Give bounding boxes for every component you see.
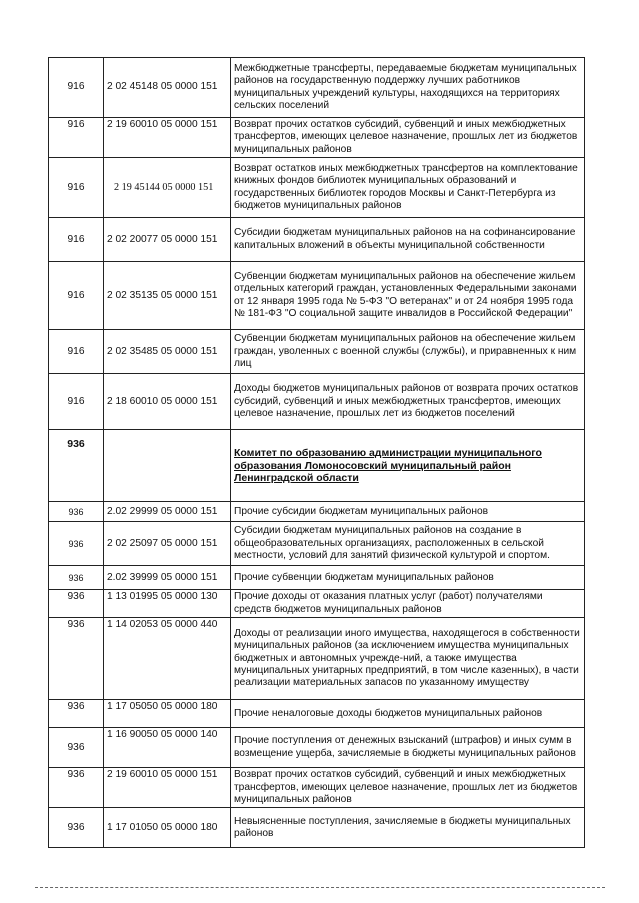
admin-code: 916 [49,118,104,158]
description: Доходы бюджетов муниципальных районов от возврата прочих остатков субсидий, субвенций и иных межбюджетных трансфертов, имеющих целевое назначение, прошлых лет из бюджетов поселений [231,374,585,430]
empty-cell [104,430,231,502]
table-row [49,590,585,618]
table-row [49,330,585,374]
admin-code: 936 [49,808,104,848]
admin-code: 936 [49,590,104,618]
table-row [49,374,585,430]
description: Субвенции бюджетам муниципальных районов на обеспечение жильем граждан, уволенных с военной службы (службы), и приравненных к ним лиц [231,330,585,374]
admin-code: 916 [49,374,104,430]
admin-code: 936 [49,700,104,728]
admin-code: 916 [49,262,104,330]
description: Возврат прочих остатков субсидий, субвенций и иных межбюджетных трансфертов, имеющих целевое назначение, прошлых лет из бюджетов муниципальных районов [231,768,585,808]
admin-code: 916 [49,330,104,374]
description: Прочие доходы от оказания платных услуг (работ) получателями средств бюджетов муниципальных районов [231,590,585,618]
table-row [49,522,585,566]
admin-code: 936 [49,522,104,566]
table-row [49,728,585,768]
table-row [49,502,585,522]
description: Субсидии бюджетам муниципальных районов на на софинансирование капитальных вложений в объекты муниципальной собственности [231,218,585,262]
budget-code: 2 19 60010 05 0000 151 [104,768,231,808]
section-heading-row [49,430,585,502]
description: Субсидии бюджетам муниципальных районов на создание в общеобразовательных организациях, расположенных в сельской местности, условий для занятий физической культурой и спортом. [231,522,585,566]
admin-code: 916 [49,58,104,118]
description: Невыясненные поступления, зачисляемые в бюджеты муниципальных районов [231,808,585,848]
revenue-codes-table [48,57,585,848]
budget-code: 2.02 39999 05 0000 151 [104,566,231,590]
description: Прочие неналоговые доходы бюджетов муниципальных районов [231,700,585,728]
admin-code: 916 [49,158,104,218]
budget-code: 1 17 01050 05 0000 180 [104,808,231,848]
budget-code: 1 17 05050 05 0000 180 [104,700,231,728]
admin-code: 936 [49,430,104,502]
description: Межбюджетные трансферты, передаваемые бюджетам муниципальных районов на государственную поддержку лучших работников муниципальных учреждений культуры, находящихся на территориях сельских поселений [231,58,585,118]
budget-code: 2 18 60010 05 0000 151 [104,374,231,430]
budget-code: 1 16 90050 05 0000 140 [104,728,231,768]
budget-code: 2 02 20077 05 0000 151 [104,218,231,262]
budget-code: 2 02 35135 05 0000 151 [104,262,231,330]
table-row [49,158,585,218]
table-row [49,808,585,848]
table-row [49,218,585,262]
description: Прочие субвенции бюджетам муниципальных районов [231,566,585,590]
table-row [49,700,585,728]
table-row [49,58,585,118]
description: Возврат остатков иных межбюджетных трансфертов на комплектование книжных фондов библиотек муниципальных образований и государственных библиотек городов Москвы и Санкт-Петербурга из бюджетов муниципальных районов [231,158,585,218]
budget-code: 1 13 01995 05 0000 130 [104,590,231,618]
section-title: Комитет по образованию администрации муниципального образования Ломоносовский муниципальный район Ленинградской области [231,430,585,502]
description: Прочие поступления от денежных взысканий (штрафов) и иных сумм в возмещение ущерба, зачисляемые в бюджеты муниципальных районов [231,728,585,768]
description: Возврат прочих остатков субсидий, субвенций и иных межбюджетных трансфертов, имеющих целевое назначение, прошлых лет из бюджетов муниципальных районов [231,118,585,158]
budget-code: 2.02 29999 05 0000 151 [104,502,231,522]
description: Прочие субсидии бюджетам муниципальных районов [231,502,585,522]
admin-code: 936 [49,728,104,768]
description: Субвенции бюджетам муниципальных районов на обеспечение жильем отдельных категорий граждан, установленных Федеральными законами от 12 января 1995 года № 5-ФЗ "О ветеранах" и от 24 ноября 1995 года № 181-ФЗ "О социальной защите инвалидов в Российской Федерации" [231,262,585,330]
budget-code: 2 19 60010 05 0000 151 [104,118,231,158]
budget-code: 2 02 25097 05 0000 151 [104,522,231,566]
admin-code: 936 [49,502,104,522]
budget-code: 2 02 45148 05 0000 151 [104,58,231,118]
table-row [49,618,585,700]
budget-code: 1 14 02053 05 0000 440 [104,618,231,700]
table-row [49,118,585,158]
admin-code: 936 [49,768,104,808]
budget-code: 2 19 45144 05 0000 151 [104,158,231,218]
description: Доходы от реализации иного имущества, находящегося в собственности муниципальных районов (за исключением имущества муниципальных бюджетных и автономных учрежде-ний, а также имущества муниципальных унитарных предприятий, в том числе казенных), в части реализации материальных запасов по указанному имуществу [231,618,585,700]
table-row [49,768,585,808]
admin-code: 936 [49,618,104,700]
table-row [49,262,585,330]
budget-code: 2 02 35485 05 0000 151 [104,330,231,374]
admin-code: 936 [49,566,104,590]
page-bottom-divider [35,887,605,888]
admin-code: 916 [49,218,104,262]
table-row [49,566,585,590]
